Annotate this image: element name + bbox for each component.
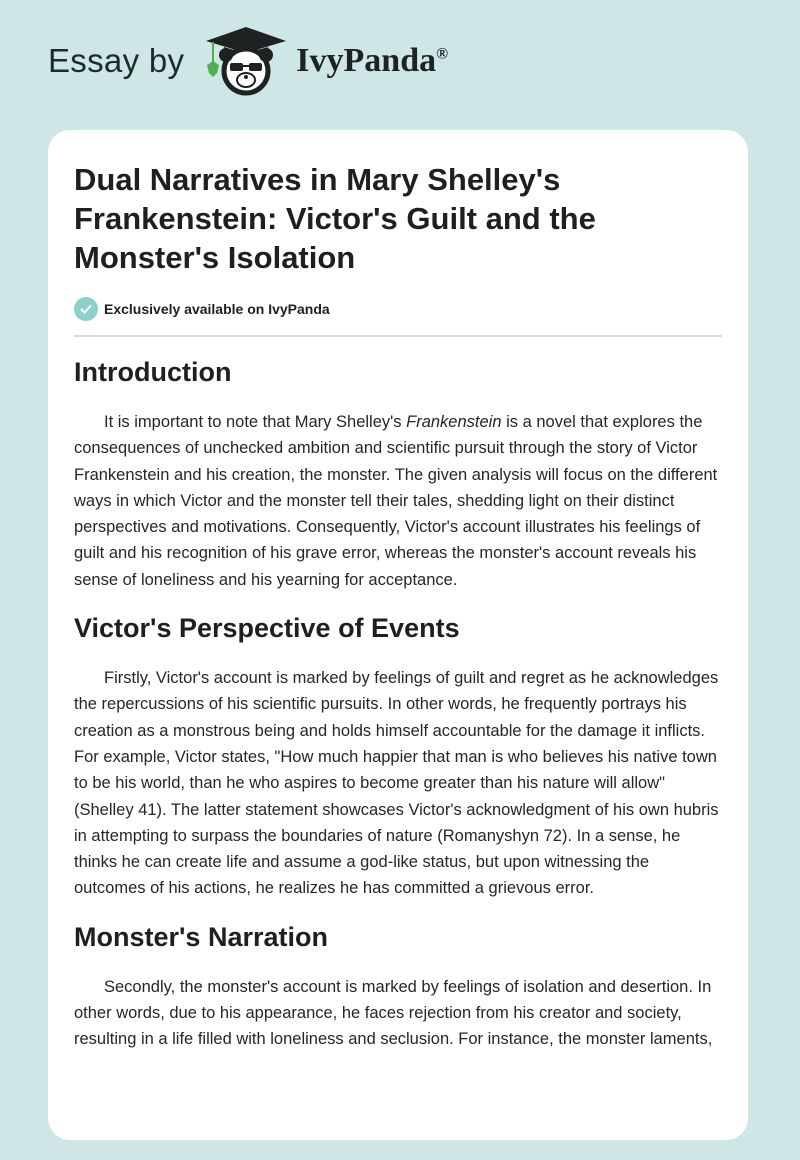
section-heading: Monster's Narration [74, 921, 328, 952]
ivypanda-logo[interactable] [204, 25, 448, 97]
brand-name: IvyPanda® [296, 42, 449, 79]
check-icon [74, 297, 98, 321]
paragraph: Firstly, Victor's account is marked by feelings of guilt and regret as he acknowledges the repercussions of his scientific pursuits. In other words, he frequently portrays his creation as a monstrous being and holds himself accountable for the damage it inflicts. For example, Victor states, "How much happier that man is who believes his native town to be his world, than he who aspires to become greater than his nature will allow" (Shelley 41). The latter statement showcases Victor's acknowledgment of his own hubris in attempting to surpass the boundaries of nature (Romanyshyn 72). In a sense, he thinks he can create life and assume a god-like status, but upon witnessing the outcomes of his actions, he realizes he has committed a grievous error. [74, 669, 719, 898]
site-header [48, 36, 448, 86]
exclusive-badge [74, 297, 722, 321]
divider [74, 335, 722, 337]
paragraph: It is important to note that Mary Shelley's Frankenstein is a novel that explores the consequences of unchecked ambition and scientific pursuit through the story of Victor Frankenstein and his creation, the monster. The given analysis will focus on the different ways in which Victor and the monster tell their tales, shedding light on their distinct perspectives and motivations. Consequently, Victor's account illustrates his feelings of guilt and his recognition of his grave error, whereas the monster's account reveals his sense of loneliness and his yearning for acceptance. [74, 413, 718, 589]
paragraph: Secondly, the monster's account is marked by feelings of isolation and desertion. In other words, due to his appearance, he faces rejection from his creator and society, resulting in a life filled with loneliness and seclusion. For instance, the monster laments, [74, 977, 713, 1049]
essay-title: Dual Narratives in Mary Shelley's Frankenstein: Victor's Guilt and the Monster's Isolation [74, 162, 596, 275]
badge-label: Exclusively available on IvyPanda [104, 301, 330, 317]
panda-graduate-icon [204, 25, 288, 97]
section-heading: Victor's Perspective of Events [74, 613, 460, 644]
section-heading: Introduction [74, 357, 232, 387]
essay-card [48, 130, 748, 1140]
essay-by-label: Essay by [48, 42, 185, 79]
